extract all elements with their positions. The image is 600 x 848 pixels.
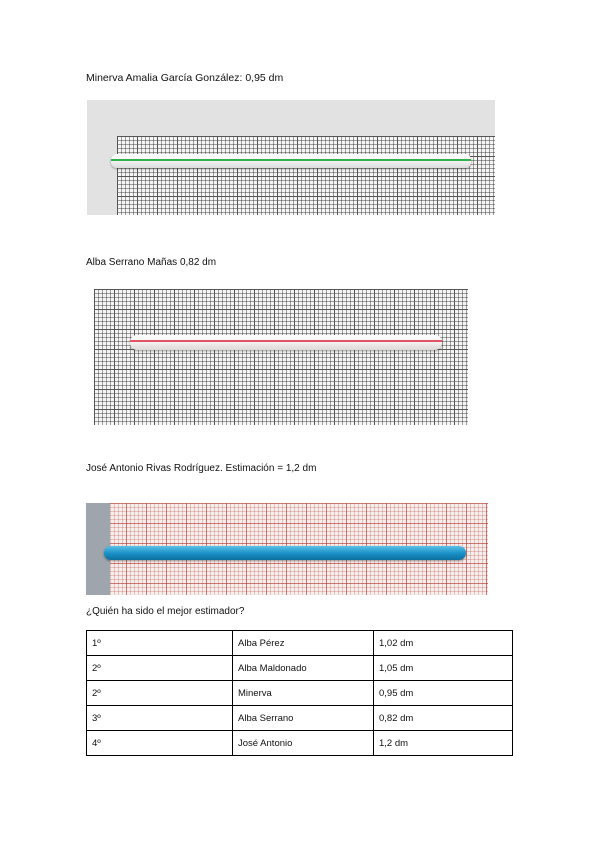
place-cell: 3º (87, 706, 233, 731)
table-row (87, 656, 513, 681)
caption-minerva: Minerva Amalia García González: 0,95 dm (86, 72, 284, 84)
name-cell: Alba Serrano (233, 706, 374, 731)
table-row (87, 631, 513, 656)
name-cell: Alba Maldonado (233, 656, 374, 681)
value-cell: 1,2 dm (374, 731, 513, 756)
caption-jose-antonio: José Antonio Rivas Rodríguez. Estimación = 1,2 dm (86, 463, 317, 474)
place-cell: 1º (87, 631, 233, 656)
graph-paper (117, 136, 495, 215)
photo-jose-antonio-straw (86, 503, 488, 595)
name-cell: Minerva (233, 681, 374, 706)
photo-alba-serrano-straw (94, 289, 468, 425)
table-row (87, 706, 513, 731)
place-cell: 2º (87, 681, 233, 706)
name-cell: Alba Pérez (233, 631, 374, 656)
value-cell: 1,02 dm (374, 631, 513, 656)
table-row (87, 681, 513, 706)
white-red-straw (130, 335, 442, 350)
white-green-straw (111, 154, 471, 168)
place-cell: 4º (87, 731, 233, 756)
blue-straw (104, 546, 466, 560)
name-cell: José Antonio (233, 731, 374, 756)
value-cell: 0,95 dm (374, 681, 513, 706)
question-heading: ¿Quién ha sido el mejor estimador? (86, 606, 245, 617)
table-row (87, 731, 513, 756)
ranking-table (86, 630, 513, 756)
caption-alba-serrano: Alba Serrano Mañas 0,82 dm (86, 257, 217, 268)
place-cell: 2º (87, 656, 233, 681)
value-cell: 0,82 dm (374, 706, 513, 731)
value-cell: 1,05 dm (374, 656, 513, 681)
photo-minerva-straw (87, 100, 495, 215)
